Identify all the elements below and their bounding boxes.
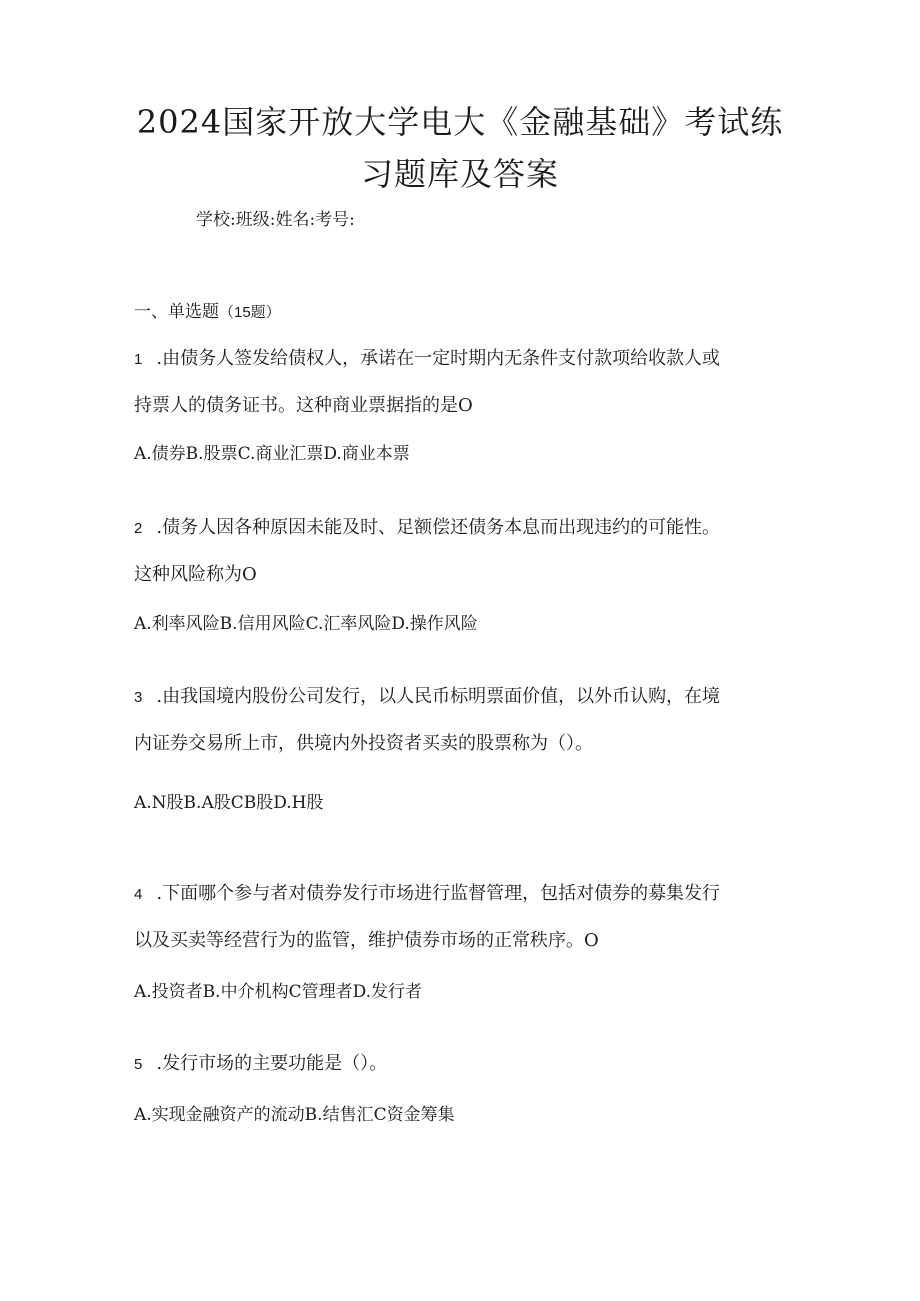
question-3: [134, 674, 794, 767]
question-2: [134, 505, 794, 598]
question-stem-line: 以及买卖等经营行为的监管，维护债券市场的正常秩序。O: [134, 930, 599, 951]
section-count: （15题）: [219, 304, 281, 321]
question-stem-line: [134, 505, 794, 552]
question-4-options: A.投资者B.中介机构C管理者D.发行者: [134, 982, 423, 1002]
question-5: [134, 1041, 794, 1088]
question-stem-line: [134, 871, 794, 918]
question-text: .发行市场的主要功能是（）。: [156, 1053, 388, 1074]
question-text: .由我国境内股份公司发行，以人民币标明票面价值，以外币认购，在境: [156, 686, 721, 707]
question-5-options: A.实现金融资产的流动B.结售汇C资金筹集: [134, 1105, 455, 1125]
question-number: 1: [134, 351, 143, 368]
question-text: .由债务人签发给债权人，承诺在一定时期内无条件支付款项给收款人或: [156, 348, 721, 369]
question-number: 5: [134, 1056, 143, 1073]
document-title: [90, 96, 830, 200]
section-heading: [134, 299, 281, 326]
question-stem-line: [134, 1041, 794, 1088]
question-stem-line: 这种风险称为O: [134, 564, 257, 585]
student-info-line: 学校:班级:姓名:考号:: [196, 210, 355, 230]
title-line-2: 习题库及答案: [360, 155, 559, 193]
question-stem-line: 持票人的债务证书。这种商业票据指的是O: [134, 395, 473, 416]
question-2-options: A.利率风险B.信用风险C.汇率风险D.操作风险: [134, 614, 478, 634]
question-3-options: A.N股B.A股CB股D.H股: [134, 793, 324, 813]
question-stem-line: [134, 674, 794, 721]
section-label: 一、单选题: [134, 302, 219, 322]
question-number: 3: [134, 689, 143, 706]
title-line-1: 2024国家开放大学电大《金融基础》考试练: [136, 103, 784, 141]
question-4: [134, 871, 794, 964]
question-number: 2: [134, 520, 143, 537]
question-text: .下面哪个参与者对债券发行市场进行监督管理，包括对债券的募集发行: [156, 883, 721, 904]
question-1: [134, 336, 794, 429]
question-stem-line: [134, 336, 794, 383]
question-text: .债务人因各种原因未能及时、足额偿还债务本息而出现违约的可能性。: [156, 517, 721, 538]
question-number: 4: [134, 886, 143, 903]
question-1-options: A.债券B.股票C.商业汇票D.商业本票: [134, 444, 410, 464]
question-stem-line: 内证券交易所上市，供境内外投资者买卖的股票称为（）。: [134, 733, 593, 754]
